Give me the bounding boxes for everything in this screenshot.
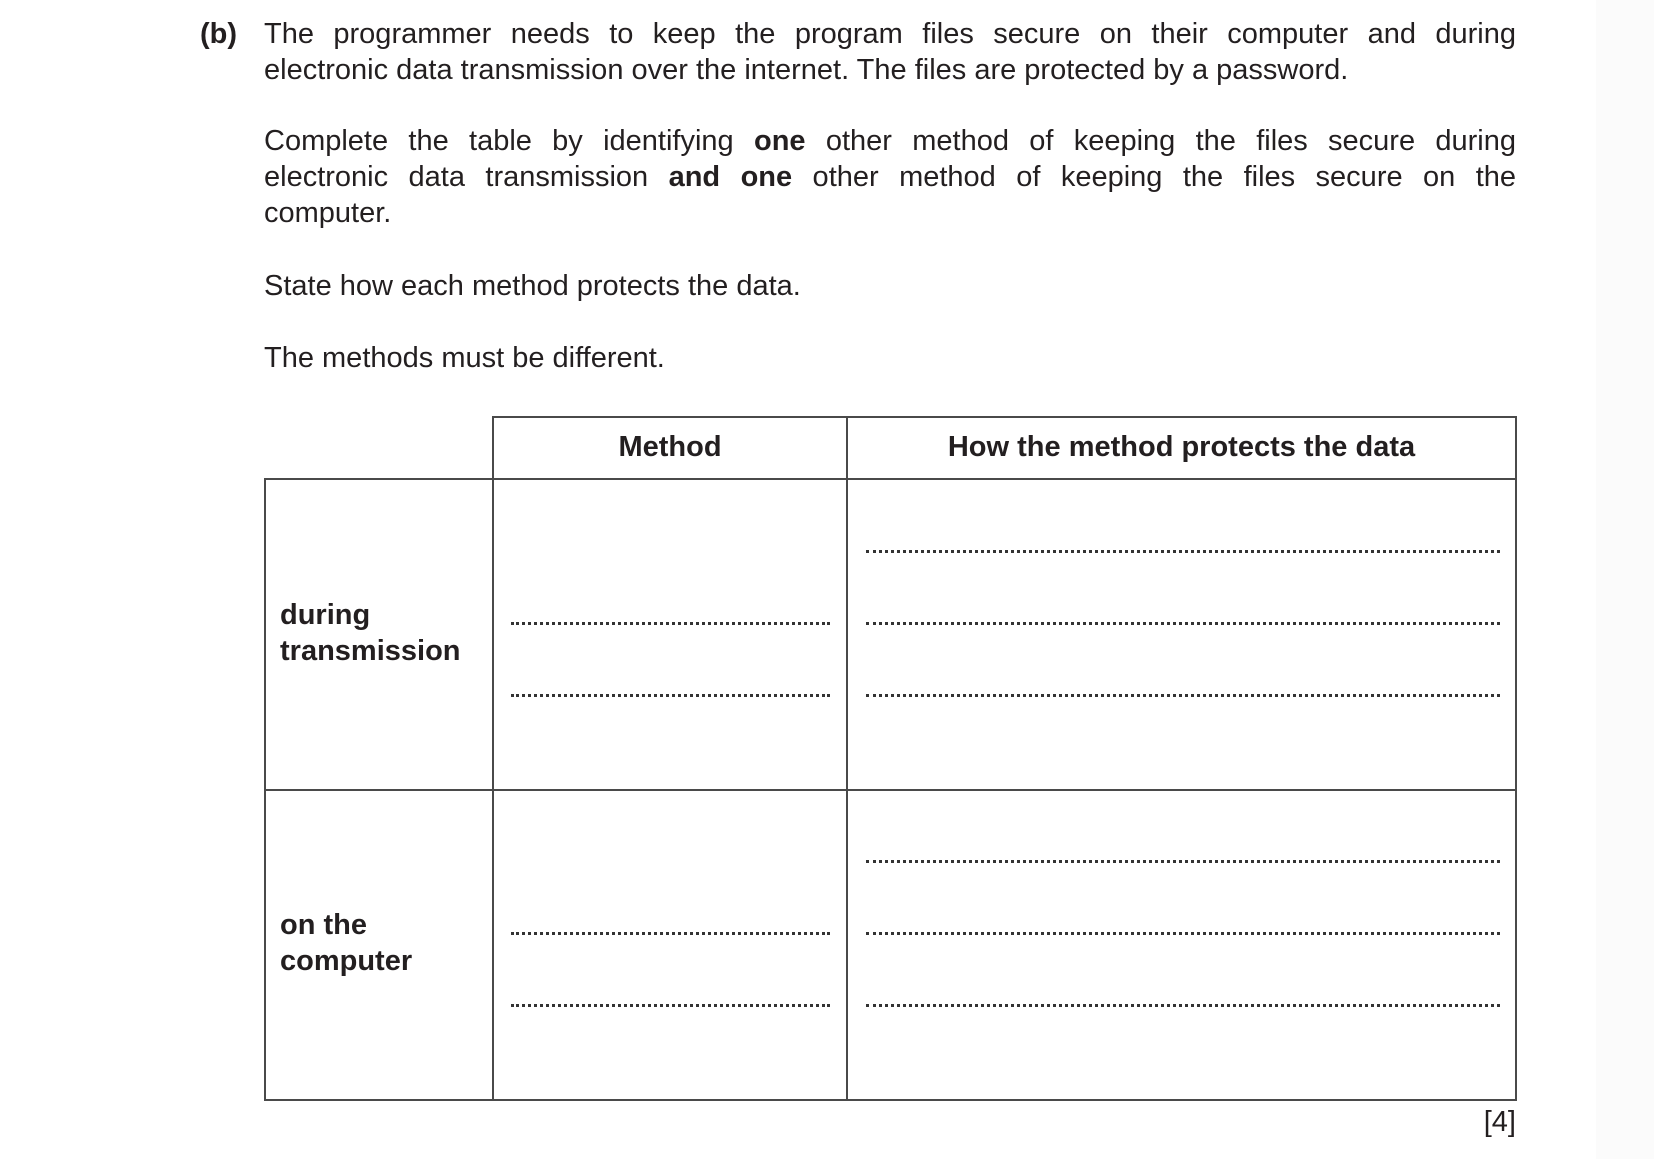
question-intro bbox=[264, 16, 1516, 88]
row-label-line: transmission bbox=[280, 635, 461, 667]
instruction-paragraph-3: The methods must be different. bbox=[264, 342, 665, 374]
row-label-during-transmission bbox=[280, 597, 461, 669]
table-border bbox=[492, 416, 494, 1101]
explanation-answer-line[interactable] bbox=[866, 932, 1500, 935]
explanation-answer-line[interactable] bbox=[866, 550, 1500, 553]
header-method: Method bbox=[618, 430, 722, 463]
page-edge bbox=[1596, 0, 1654, 1159]
table-border bbox=[1515, 416, 1517, 1101]
instruction-text: electronic data transmission bbox=[264, 161, 669, 193]
table-border bbox=[264, 1099, 1517, 1101]
row-label-line: computer bbox=[280, 945, 413, 977]
instruction-text: other method of keeping the files secure during bbox=[805, 125, 1516, 157]
instruction-line-1 bbox=[264, 123, 1516, 159]
instruction-text: other method of keeping the files secure on the bbox=[792, 161, 1517, 193]
instruction-line-3: computer. bbox=[264, 197, 392, 229]
row-label-on-computer bbox=[280, 907, 412, 979]
instruction-text: Complete the table by identifying bbox=[264, 125, 754, 157]
question-label: (b) bbox=[200, 18, 238, 50]
intro-line-2: electronic data transmission over the internet. The files are protected by a password. bbox=[264, 54, 1349, 86]
emphasis-one: one bbox=[753, 125, 806, 157]
intro-line-1: The programmer needs to keep the program files secure on their computer and during bbox=[264, 18, 1516, 50]
table-border bbox=[264, 789, 1517, 791]
header-how-protects: How the method protects the data bbox=[947, 430, 1416, 463]
instruction-line-2 bbox=[264, 159, 1516, 195]
method-answer-line[interactable] bbox=[511, 932, 830, 935]
row-label-line: during bbox=[280, 599, 371, 631]
explanation-answer-line[interactable] bbox=[866, 622, 1500, 625]
method-answer-line[interactable] bbox=[511, 694, 830, 697]
instruction-paragraph-1 bbox=[264, 123, 1516, 231]
table-border bbox=[264, 478, 266, 1101]
explanation-answer-line[interactable] bbox=[866, 860, 1500, 863]
instruction-paragraph-2: State how each method protects the data. bbox=[264, 270, 801, 302]
row-label-line: on the bbox=[280, 909, 367, 941]
explanation-answer-line[interactable] bbox=[866, 694, 1500, 697]
explanation-answer-line[interactable] bbox=[866, 1004, 1500, 1007]
table-border bbox=[846, 416, 848, 1101]
method-answer-line[interactable] bbox=[511, 1004, 830, 1007]
table-border bbox=[264, 478, 1517, 480]
emphasis-and-one: and one bbox=[668, 161, 793, 193]
marks-allocation: [4] bbox=[1483, 1106, 1516, 1138]
method-answer-line[interactable] bbox=[511, 622, 830, 625]
